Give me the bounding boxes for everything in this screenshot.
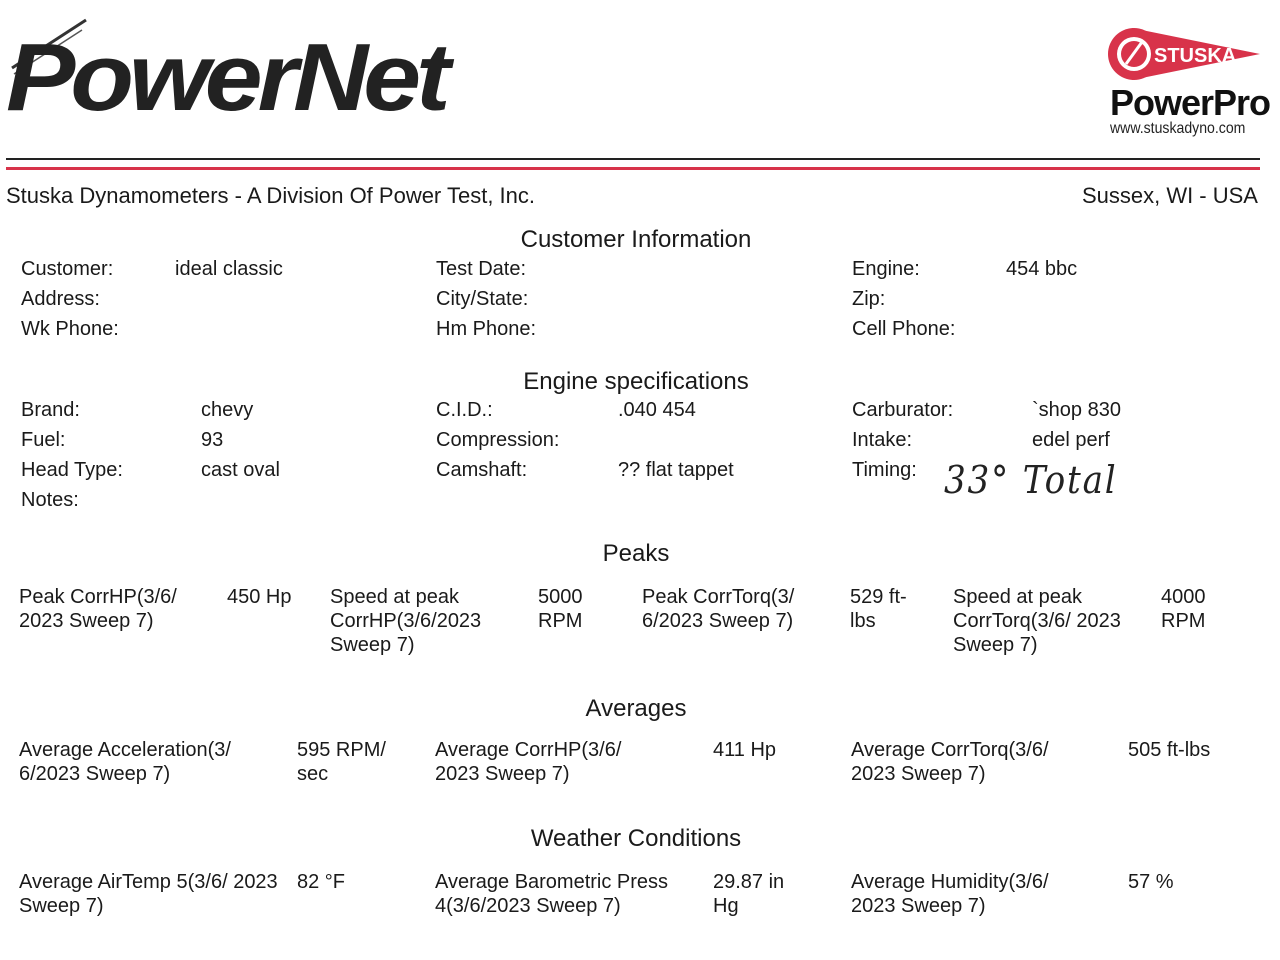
avg-torq-value: 505 ft-lbs <box>1128 739 1211 761</box>
hm-phone-label: Hm Phone: <box>436 318 537 340</box>
peaks-title: Peaks <box>602 540 670 567</box>
peak-hp-speed-label: Speed at peak CorrHP(3/6/2023 Sweep 7) <box>330 586 482 656</box>
peak-torq-speed-label: Speed at peak CorrTorq(3/6/ 2023 Sweep 7) <box>953 586 1121 656</box>
engine-value: 454 bbc <box>1006 258 1078 280</box>
address-label: Address: <box>21 288 100 310</box>
avg-airtemp-value: 82 °F <box>297 871 346 893</box>
customer-info-title: Customer Information <box>520 226 752 253</box>
header-rule-red <box>6 167 1260 170</box>
brand-value: chevy <box>201 399 254 421</box>
averages-title: Averages <box>585 695 687 722</box>
stuska-pennant-logo <box>1104 24 1264 84</box>
city-state-label: City/State: <box>436 288 529 310</box>
intake-value: edel perf <box>1032 429 1110 451</box>
cid-value: .040 454 <box>618 399 696 421</box>
fuel-label: Fuel: <box>21 429 66 451</box>
avg-baro-label: Average Barometric Press 4(3/6/2023 Sweep 7) <box>435 871 669 917</box>
header-rule-dark <box>6 158 1260 160</box>
avg-torq-label: Average CorrTorq(3/6/ 2023 Sweep 7) <box>851 739 1049 785</box>
avg-humidity-value: 57 % <box>1128 871 1174 893</box>
zip-label: Zip: <box>852 288 886 310</box>
notes-label: Notes: <box>21 489 79 511</box>
peak-hp-label: Peak CorrHP(3/6/ 2023 Sweep 7) <box>19 586 177 632</box>
company-line: Stuska Dynamometers - A Division Of Power Test, Inc. <box>6 183 536 208</box>
stuska-brand-text: STUSKA <box>1154 45 1237 67</box>
peak-hp-speed-value: 5000 RPM <box>538 586 583 632</box>
peak-torq-label: Peak CorrTorq(3/ 6/2023 Sweep 7) <box>642 586 795 632</box>
avg-baro-value: 29.87 in Hg <box>713 871 785 917</box>
cid-label: C.I.D.: <box>436 399 493 421</box>
camshaft-value: ?? flat tappet <box>618 459 734 481</box>
carburator-value: `shop 830 <box>1032 399 1121 421</box>
brand-label: Brand: <box>21 399 80 421</box>
powernet-logo: PowerNet <box>6 24 446 132</box>
intake-label: Intake: <box>852 429 913 451</box>
wk-phone-label: Wk Phone: <box>21 318 119 340</box>
engine-label: Engine: <box>852 258 920 280</box>
timing-handwritten-note: 33° Total <box>944 458 1118 502</box>
customer-value: ideal classic <box>175 258 283 280</box>
test-date-label: Test Date: <box>436 258 527 280</box>
peak-torq-value: 529 ft- lbs <box>850 586 907 632</box>
cell-phone-label: Cell Phone: <box>852 318 956 340</box>
avg-hp-value: 411 Hp <box>713 739 777 761</box>
timing-label: Timing: <box>852 459 917 481</box>
website-url: www.stuskadyno.com <box>1110 120 1246 137</box>
weather-title: Weather Conditions <box>530 825 742 852</box>
head-type-label: Head Type: <box>21 459 123 481</box>
avg-hp-label: Average CorrHP(3/6/ 2023 Sweep 7) <box>435 739 622 785</box>
engine-specs-title: Engine specifications <box>523 368 749 395</box>
customer-label: Customer: <box>21 258 114 280</box>
avg-humidity-label: Average Humidity(3/6/ 2023 Sweep 7) <box>851 871 1049 917</box>
peak-torq-speed-value: 4000 RPM <box>1161 586 1206 632</box>
camshaft-label: Camshaft: <box>436 459 528 481</box>
avg-accel-label: Average Acceleration(3/ 6/2023 Sweep 7) <box>19 739 231 785</box>
avg-accel-value: 595 RPM/ sec <box>297 739 386 785</box>
fuel-value: 93 <box>201 429 224 451</box>
compression-label: Compression: <box>436 429 560 451</box>
peak-hp-value: 450 Hp <box>227 586 292 608</box>
head-type-value: cast oval <box>201 459 280 481</box>
avg-airtemp-label: Average AirTemp 5(3/6/ 2023 Sweep 7) <box>19 871 278 917</box>
company-location: Sussex, WI - USA <box>1081 183 1258 208</box>
powerpro-title: PowerPro <box>1110 82 1271 123</box>
carburator-label: Carburator: <box>852 399 954 421</box>
